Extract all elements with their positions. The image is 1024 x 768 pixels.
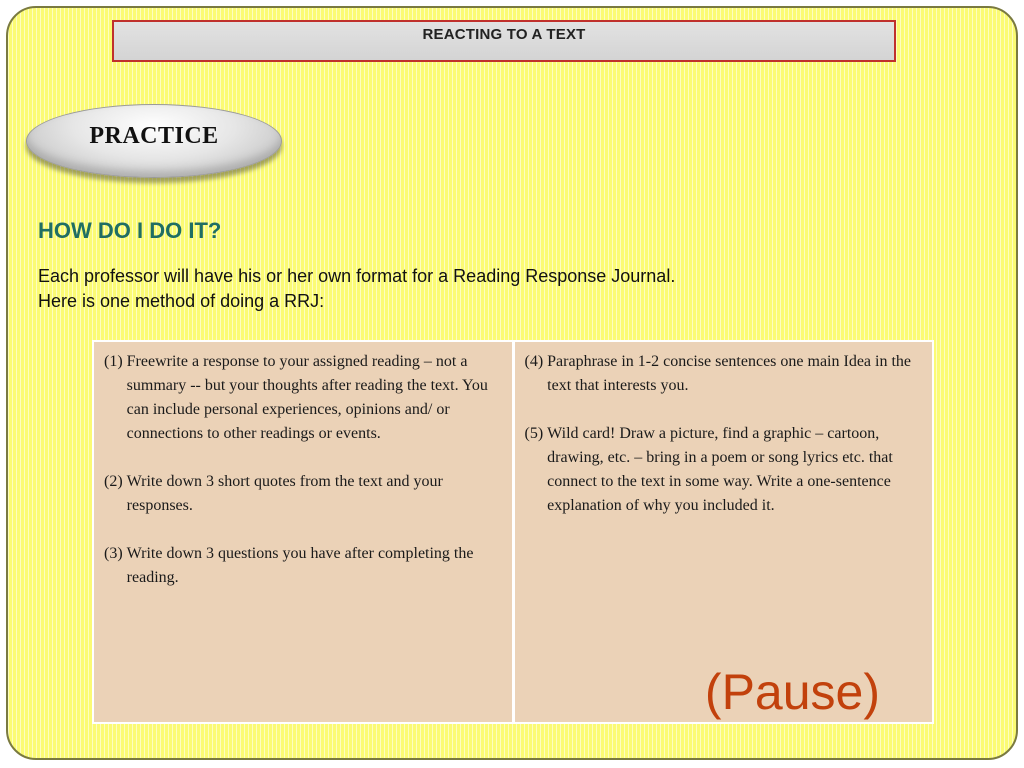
slide xyxy=(6,6,1018,760)
intro-line: Here is one method of doing a RRJ: xyxy=(38,291,325,311)
practice-badge xyxy=(26,104,282,178)
step-text: Paraphrase in 1-2 concise sentences one main Idea in the text that interests you. xyxy=(547,353,912,394)
intro-line: Each professor will have his or her own format for a Reading Response Journal. xyxy=(38,266,676,286)
practice-badge-label: PRACTICE xyxy=(89,123,219,149)
step-text: Write down 3 questions you have after completing the reading. xyxy=(126,545,474,586)
list-item xyxy=(525,422,923,518)
section-heading: HOW DO I DO IT? xyxy=(38,218,222,243)
step-number: (2) xyxy=(104,473,123,490)
step-number: (3) xyxy=(104,545,123,562)
list-item xyxy=(104,350,502,446)
step-number: (5) xyxy=(524,425,544,442)
rrj-table xyxy=(92,340,934,724)
table-cell-right xyxy=(515,342,933,722)
step-text: Wild card! Draw a picture, find a graphic – cartoon, drawing, etc. – bring in a poem or song lyrics etc. that connect to the text in some way. Write a one-sentence explanation of why you included it. xyxy=(547,425,893,514)
title-bar xyxy=(112,20,896,62)
table-cell-left xyxy=(94,342,512,722)
step-text: Write down 3 short quotes from the text and your responses. xyxy=(126,473,443,514)
step-number: (4) xyxy=(524,353,544,370)
pause-label: (Pause) xyxy=(704,664,880,720)
intro-paragraph xyxy=(38,264,938,314)
step-text: Freewrite a response to your assigned reading – not a summary -- but your thoughts after reading the text. You can include personal experiences, opinions and/ or connections to other readings or events. xyxy=(126,353,488,442)
step-number: (1) xyxy=(104,353,123,370)
list-item xyxy=(525,350,923,398)
list-item xyxy=(104,542,502,590)
list-item xyxy=(104,470,502,518)
slide-title: REACTING TO A TEXT xyxy=(422,26,586,43)
